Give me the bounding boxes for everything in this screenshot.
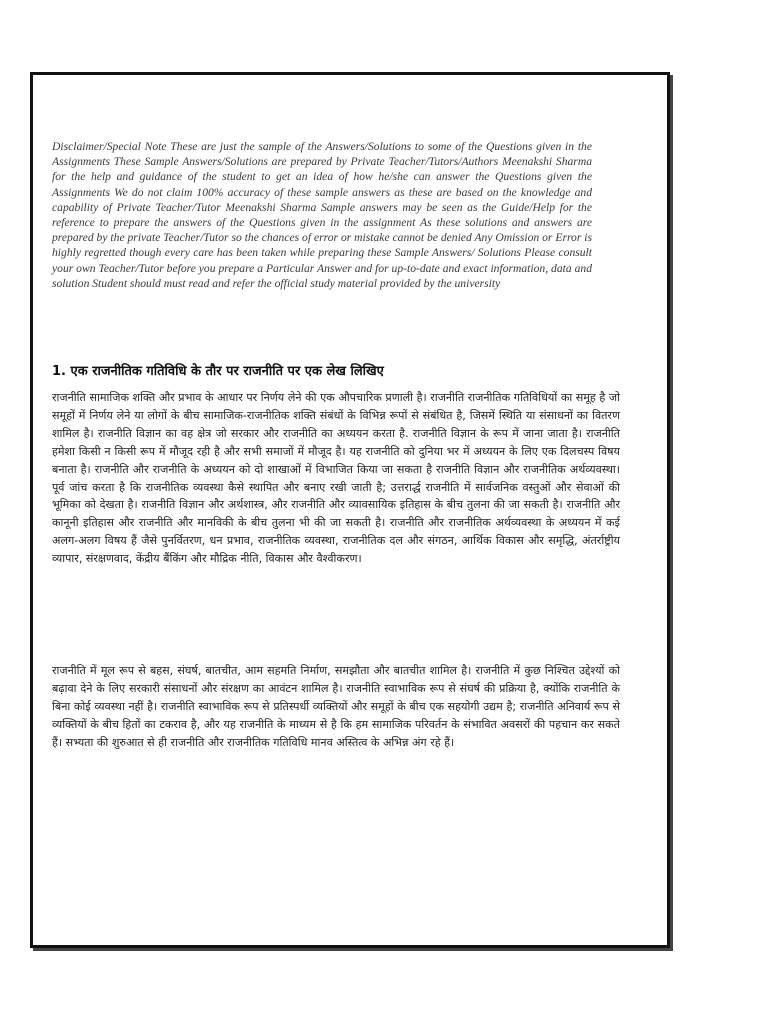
answer-paragraph-2: राजनीति में मूल रूप से बहस, संघर्ष, बातचीत, आम सहमति निर्माण, समझौता और बातचीत शामिल है। राजनीति में कुछ निश्चित उद्देश्यों को बढ़ावा देने के लिए सरकारी संसाधनों और संरक्षण का आवंटन शामिल है। राजनीति स्वाभाविक रूप से संघर्ष की प्रक्रिया है, क्योंकि राजनीति के बिना कोई व्यवस्था नहीं है। राजनीति स्वाभाविक रूप से प्रतिस्पर्धी व्यक्तियों और समूहों के बीच एक सहयोगी उद्यम है; राजनीति अनिवार्य रूप से व्यक्तियों के बीच हितों का टकराव है, और यह राजनीति के माध्यम से है कि हम सामाजिक परिवर्तन के संभावित अवसरों की पहचान कर सकते हैं। सभ्यता की शुरुआत से ही राजनीति और राजनीतिक गतिविधि मानव अस्तित्व के अभिन्न अंग रहे हैं।	[52, 664, 620, 749]
answer-paragraph-1: राजनीति सामाजिक शक्ति और प्रभाव के आधार पर निर्णय लेने की एक औपचारिक प्रणाली है। राजनीति राजनीतिक गतिविधियों का समूह है जो समूहों में निर्णय लेने या लोगों के बीच सामाजिक-राजनीतिक शक्ति संबंधों के विभिन्न रूपों से संबंधित है, जिसमें स्थिति या संसाधनों का वितरण शामिल है। राजनीति विज्ञान का वह क्षेत्र जो सरकार और राजनीति का अध्ययन करता है. राजनीति विज्ञान के रूप में जाना जाता है। राजनीति हमेशा किसी न किसी रूप में मौजूद रही है और सभी समाजों में मौजूद है। यह राजनीति को दुनिया भर में अध्ययन के लिए एक दिलचस्प विषय बनाता है। राजनीति और राजनीति के अध्ययन को दो शाखाओं में विभाजित किया जा सकता है राजनीति विज्ञान और राजनीतिक अर्थव्यवस्था। पूर्व जांच करता है कि राजनीतिक व्यवस्था कैसे स्थापित और बनाए रखी जाती है; उत्तरार्द्ध राजनीति में सार्वजनिक वस्तुओं और सेवाओं की भूमिका को देखता है। राजनीति विज्ञान और अर्थशास्त्र, और राजनीति और व्यावसायिक इतिहास के बीच तुलना की जा सकती है। राजनीति और कानूनी इतिहास और राजनीति और मानविकी के बीच तुलना भी की जा सकती है। राजनीति और राजनीतिक अर्थव्यवस्था के अध्ययन में कई अलग-अलग विषय हैं जैसे पुनर्वितरण, धन प्रभाव, राजनीतिक व्यवस्था, राजनीतिक दल और संगठन, आर्थिक विकास और समृद्धि, अंतर्राष्ट्रीय व्यापार, संरक्षणवाद, केंद्रीय बैंकिंग और मौद्रिक नीति, विकास और वैश्वीकरण।	[52, 391, 620, 566]
question-heading: 1. एक राजनीतिक गतिविधि के तौर पर राजनीति पर एक लेख लिखिए	[52, 364, 384, 379]
disclaimer-note: Disclaimer/Special Note These are just the sample of the Answers/Solutions to some of the Questions given in the Assignments These Sample Answers/Solutions are prepared by Private Teacher/Tutors/Authors Meenakshi Sharma for the help and guidance of the student to get an idea of how he/she can answer the Questions given the Assignments We do not claim 100% accuracy of these sample answers as these are based on the knowledge and capability of Private Teacher/Tutor Meenakshi Sharma Sample answers may be seen as the Guide/Help for the reference to prepare the answers of the Questions given in the assignment As these solutions and answers are prepared by the private Teacher/Tutor so the chances of error or mistake cannot be denied Any Omission or Error is highly regretted though every care has been taken while preparing these Sample Answers/ Solutions Please consult your own Teacher/Tutor before you prepare a Particular Answer and for up-to-date and exact information, data and solution Student should must read and refer the official study material provided by the university	[52, 140, 592, 290]
